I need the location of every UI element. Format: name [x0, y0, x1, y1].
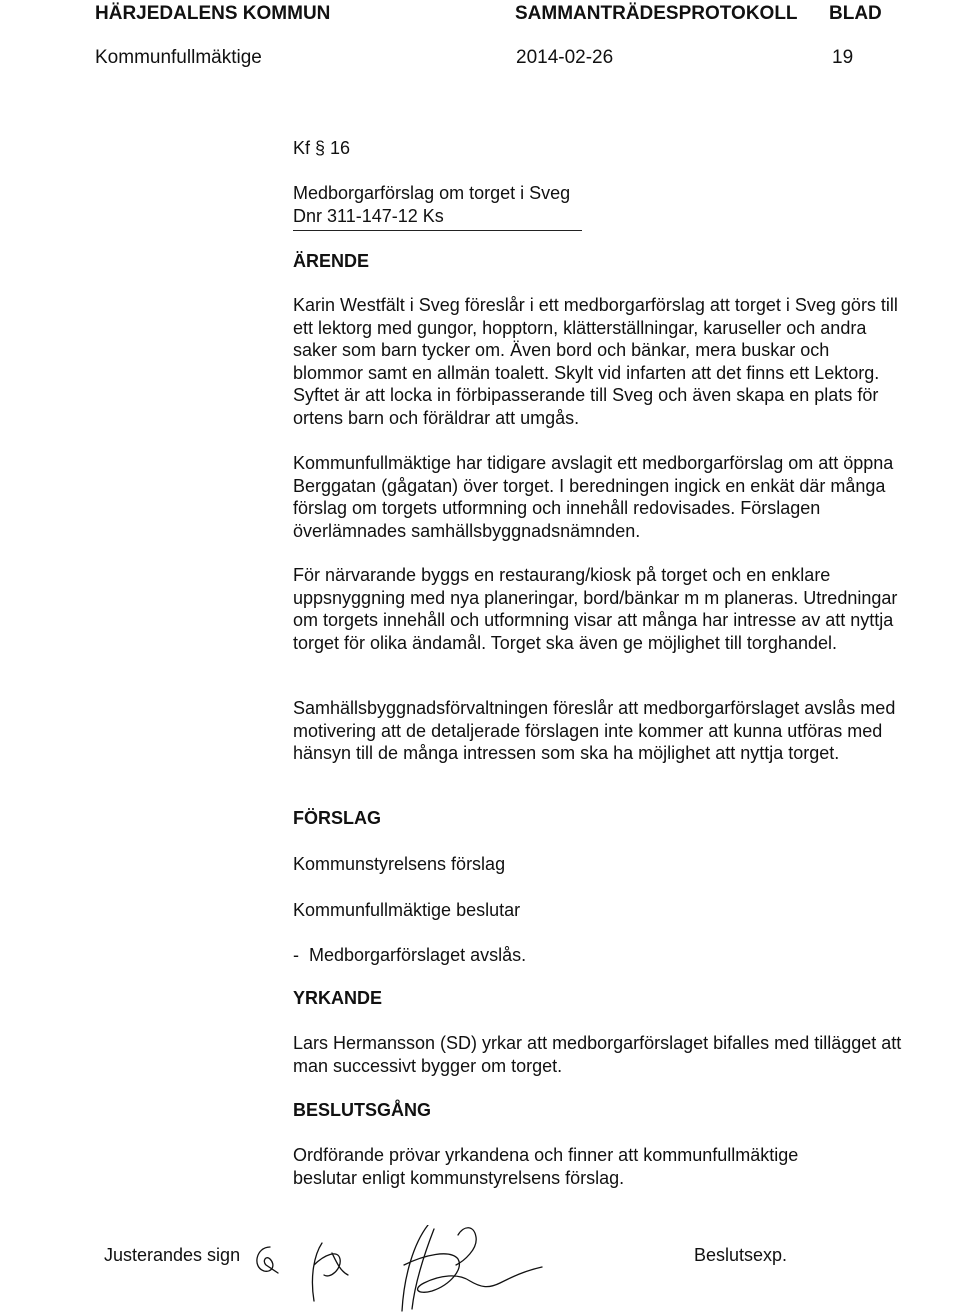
beslutsgang-heading: BESLUTSGÅNG [293, 1100, 432, 1120]
signature-large [402, 1225, 542, 1311]
yrkande-text: Lars Hermansson (SD) yrkar att medborgarförslaget bifalles med tillägget att man successivt bygger om torget. [293, 1033, 902, 1076]
org-name: HÄRJEDALENS KOMMUN [95, 3, 331, 24]
arende-paragraph-2: Kommunfullmäktige har tidigare avslagit ett medborgarförslag om att öppna Berggatan (gågatan) över torget. I beredningen ingick en enkät där många förslag om torgets utformning och innehåll redovisades. Förslagen överlämnades samhällsbyggnadsnämnden. [293, 453, 894, 541]
arende-paragraph-3: För närvarande byggs en restaurang/kiosk på torget och en enklare uppsnyggning med nya planeringar, bord/bänkar m m planeras. Utredningar om torgets innehåll och utformning visar att många har intresse av att nyttja torget för olika ändamål. Torget ska även ge möjlighet till torghandel. [293, 565, 898, 653]
paragraph-number: Kf § 16 [293, 138, 351, 158]
yrkande-heading: YRKANDE [293, 988, 383, 1008]
signature-initials-2 [312, 1243, 348, 1301]
forslag-sub-1: Kommunstyrelsens förslag [293, 854, 506, 874]
arende-paragraph-4: Samhällsbyggnadsförvaltningen föreslår att medborgarförslaget avslås med motivering att de detaljerade förslagen inte kommer att kunna utföras med hänsyn till de många intressen som ska ha möjlighet att nyttja torget. [293, 698, 896, 763]
arende-paragraph-1: Karin Westfält i Sveg föreslår i ett medborgarförslag att torget i Sveg görs till ett lektorg med gungor, hopptorn, klätterställningar, karuseller och andra saker som barn tycker om. Även bord och bänkar, mera buskar och blommor samt en allmän toalett. Skylt vid infarten att det finns ett Lektorg. Syftet är att locka in förbipasserande till Sveg och även skapa en plats för ortens barn och föräldrar att umgås. [293, 295, 898, 428]
blad-label: BLAD [829, 3, 882, 24]
meeting-date: 2014-02-26 [516, 47, 614, 68]
arende-heading: ÄRENDE [293, 251, 370, 271]
document-type: SAMMANTRÄDESPROTOKOLL [515, 3, 798, 24]
case-title: Medborgarförslag om torget i Sveg [293, 183, 571, 203]
body-name: Kommunfullmäktige [95, 47, 262, 68]
forslag-item: - Medborgarförslaget avslås. [293, 945, 527, 965]
case-dnr: Dnr 311-147-12 Ks [293, 206, 444, 226]
signature-initials-1 [257, 1247, 278, 1273]
justerandes-sign-label: Justerandes sign [104, 1245, 241, 1265]
forslag-sub-2: Kommunfullmäktige beslutar [293, 900, 521, 920]
handwritten-signatures [244, 1225, 544, 1314]
page-number: 19 [832, 47, 854, 68]
title-underline [293, 230, 582, 231]
beslutsexp-label: Beslutsexp. [694, 1245, 788, 1265]
beslutsgang-text: Ordförande prövar yrkandena och finner att kommunfullmäktige beslutar enligt kommunstyrelsens förslag. [293, 1145, 799, 1188]
forslag-heading: FÖRSLAG [293, 808, 381, 828]
